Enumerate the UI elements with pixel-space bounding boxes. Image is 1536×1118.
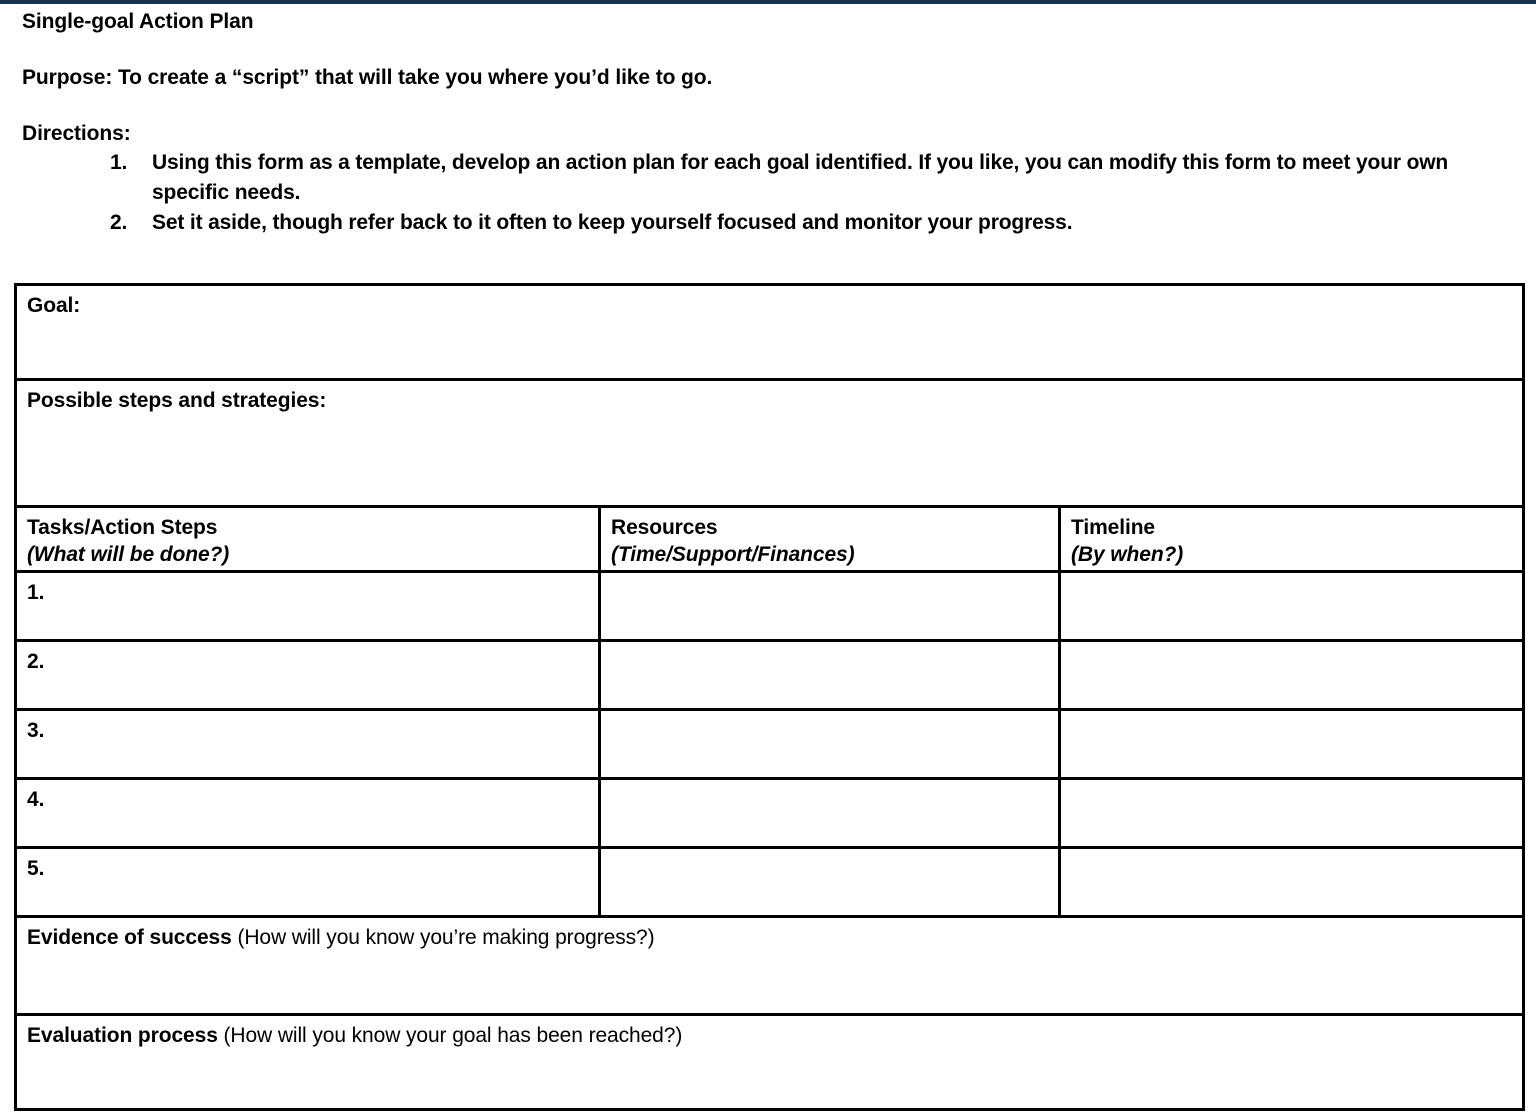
timeline-cell[interactable] (1060, 779, 1524, 848)
task-number: 5. (27, 857, 45, 880)
direction-item-1: Using this form as a template, develop an action plan for each goal identified. If you like, you can modify this form to meet your own specific needs. (152, 151, 1449, 204)
action-plan-table (14, 283, 1525, 1111)
resources-cell[interactable] (600, 848, 1060, 917)
task-cell[interactable] (16, 641, 600, 710)
column-header-tasks-subtitle: (What will be done?) (27, 543, 230, 566)
task-cell[interactable] (16, 848, 600, 917)
timeline-cell[interactable] (1060, 641, 1524, 710)
column-header-timeline-title: Timeline (1071, 516, 1156, 539)
goal-label: Goal: (27, 294, 81, 317)
table-row (16, 572, 1524, 641)
table-row-evaluation (16, 1015, 1524, 1110)
directions-list (22, 148, 1522, 238)
table-row (16, 641, 1524, 710)
purpose-line (22, 64, 1522, 92)
table-row-goal (16, 285, 1524, 380)
top-rule-divider (0, 0, 1536, 4)
table-row-possible-steps (16, 380, 1524, 507)
table-row-column-headers (16, 507, 1524, 572)
page-title: Single-goal Action Plan (22, 10, 254, 33)
task-number: 1. (27, 581, 45, 604)
task-cell[interactable] (16, 710, 600, 779)
goal-cell[interactable] (16, 285, 1524, 380)
task-number: 3. (27, 719, 45, 742)
evaluation-question: (How will you know your goal has been reached?) (217, 1024, 683, 1047)
table-row (16, 779, 1524, 848)
evaluation-label: Evaluation process (27, 1024, 218, 1047)
possible-steps-cell[interactable] (16, 380, 1524, 507)
purpose-label: Purpose: (22, 66, 113, 89)
table-row (16, 710, 1524, 779)
directions-label: Directions: (22, 122, 131, 145)
task-cell[interactable] (16, 779, 600, 848)
evidence-label: Evidence of success (27, 926, 232, 949)
column-header-resources (600, 507, 1060, 572)
title-spacer (22, 36, 1522, 64)
intro-section (22, 8, 1522, 238)
purpose-text: To create a “script” that will take you where you’d like to go. (112, 66, 713, 89)
column-header-timeline-subtitle: (By when?) (1071, 543, 1184, 566)
resources-cell[interactable] (600, 710, 1060, 779)
timeline-cell[interactable] (1060, 572, 1524, 641)
timeline-cell[interactable] (1060, 710, 1524, 779)
resources-cell[interactable] (600, 572, 1060, 641)
possible-steps-label: Possible steps and strategies: (27, 389, 327, 412)
purpose-spacer (22, 92, 1522, 120)
column-header-tasks (16, 507, 600, 572)
resources-cell[interactable] (600, 641, 1060, 710)
column-header-resources-title: Resources (611, 516, 718, 539)
column-header-resources-subtitle: (Time/Support/Finances) (611, 543, 855, 566)
evaluation-cell[interactable] (16, 1015, 1524, 1110)
direction-item-2: Set it aside, though refer back to it often to keep yourself focused and monitor your progress. (152, 211, 1073, 234)
column-header-tasks-title: Tasks/Action Steps (27, 516, 218, 539)
task-number: 2. (27, 650, 45, 673)
task-number: 4. (27, 788, 45, 811)
column-header-timeline (1060, 507, 1524, 572)
evidence-question: (How will you know you’re making progress?) (231, 926, 655, 949)
table-row (16, 848, 1524, 917)
resources-cell[interactable] (600, 779, 1060, 848)
task-cell[interactable] (16, 572, 600, 641)
table-row-evidence (16, 917, 1524, 1015)
timeline-cell[interactable] (1060, 848, 1524, 917)
evidence-cell[interactable] (16, 917, 1524, 1015)
